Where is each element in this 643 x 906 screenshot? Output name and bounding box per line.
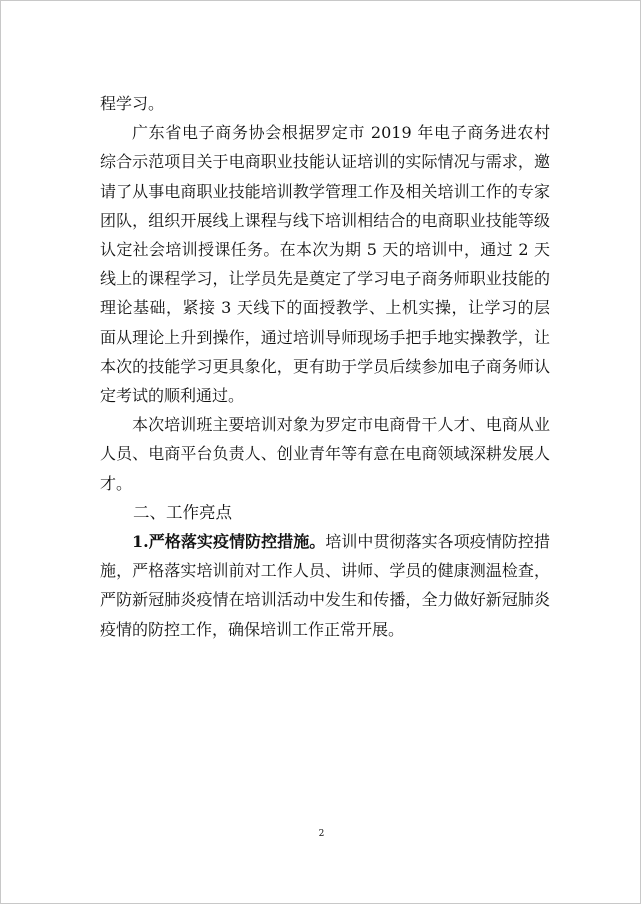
training-target-paragraph: 本次培训班主要培训对象为罗定市电商骨干人才、电商从业人员、电商平台负责人、创业青年等有意在电商领域深耕发展人才。 <box>100 415 550 493</box>
highlight-item-1-text: 培训中贯彻落实各项疫情防控措施，严格落实培训前对工作人员、讲师、学员的健康测温检查，严防新冠肺炎疫情在培训活动中发生和传播，全力做好新冠肺炎疫情的防控工作，确保培训工作正常开展。 <box>100 532 550 639</box>
document-body <box>100 89 550 644</box>
highlight-item-1-title: 1.严格落实疫情防控措施。 <box>132 532 326 552</box>
training-overview-paragraph: 广东省电子商务协会根据罗定市 2019 年电子商务进农村综合示范项目关于电商职业技能认证培训的实际情况与需求，邀请了从事电商职业技能培训教学管理工作及相关培训工作的专家团队，组织开展线上课程与线下培训相结合的电商职业技能等级认定社会培训授课任务。在本次为期 5 天的培训中，通过 2 天线上的课程学习，让学员先是奠定了学习电子商务师职业技能的理论基础，紧接 3 天线下的面授教学、上机实操，让学习的层面从理论上升到操作，通过培训导师现场手把手地实操教学，让本次的技能学习更具象化，更有助于学员后续参加电子商务师认定考试的顺利通过。 <box>100 123 550 406</box>
highlight-item-1 <box>100 527 550 644</box>
section-heading: 二、工作亮点 <box>133 502 232 522</box>
continued-paragraph: 程学习。 <box>100 94 165 113</box>
page-number: 2 <box>318 829 325 839</box>
